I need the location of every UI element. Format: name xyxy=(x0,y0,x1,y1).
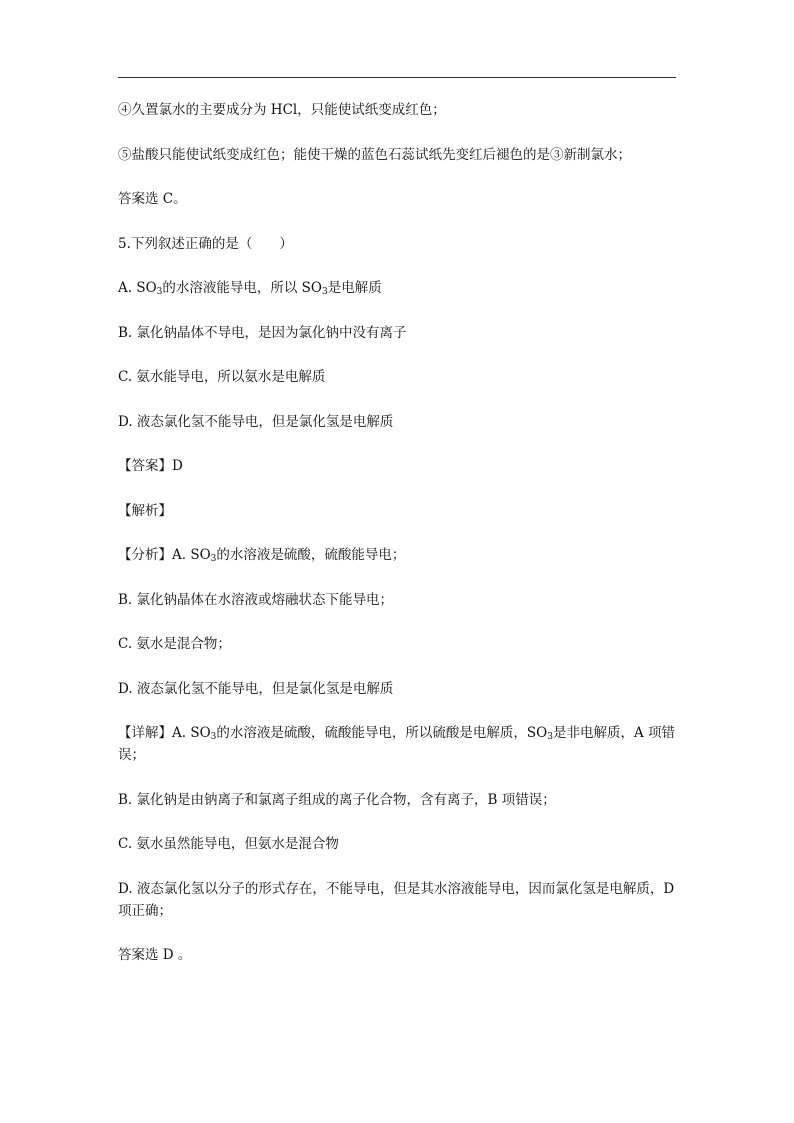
detail-b: B. 氯化钠是由钠离子和氯离子组成的离子化合物，含有离子，B 项错误； xyxy=(118,791,556,808)
analysis-c: C. 氨水是混合物； xyxy=(118,636,231,652)
option-a: A. $SO_3$的水溶液能导电，所以 $SO_3$是电解质 xyxy=(118,280,382,297)
analysis-b: B. 氯化钠晶体在水溶液或熔融状态下能导电； xyxy=(118,591,394,608)
line-5: ⑤盐酸只能使试纸变成红色；能使干燥的蓝色石蕊试纸先变红后褪色的是③新制氯水； xyxy=(118,146,631,163)
detail-d: D. 液态氯化氢以分子的形式存在，不能导电，但是其水溶液能导电，因而氯化氢是电解质，D 项正确； xyxy=(118,880,675,919)
answer-label: 【答案】D xyxy=(118,458,183,474)
final-answer: 答案选 D 。 xyxy=(118,947,192,963)
header-rule xyxy=(118,77,676,78)
analysis-label: 【解析】 xyxy=(118,502,172,519)
option-c: C. 氨水能导电，所以氨水是电解质 xyxy=(118,369,326,385)
answer-c: 答案选 C。 xyxy=(118,191,187,207)
question-5: 5.下列叙述正确的是（ ） xyxy=(118,235,293,252)
analysis-d: D. 液态氯化氢不能导电，但是氯化氢是电解质 xyxy=(118,680,394,697)
line-4: ④久置氯水的主要成分为 HCl，只能使试纸变成红色； xyxy=(118,102,446,118)
option-b: B. 氯化钠晶体不导电，是因为氯化钠中没有离子 xyxy=(118,324,407,341)
analysis-a: 【分析】A. $SO_3$的水溶液是硫酸，硫酸能导电； xyxy=(118,547,406,564)
option-d: D. 液态氯化氢不能导电，但是氯化氢是电解质 xyxy=(118,413,394,430)
detail-a: 【详解】A. $SO_3$的水溶液是硫酸，硫酸能导电，所以硫酸是电解质，$SO_3$是非电解质，A 项错误； xyxy=(118,725,675,763)
content xyxy=(118,99,678,989)
detail-c: C. 氨水虽然能导电，但氨水是混合物 xyxy=(118,836,339,852)
